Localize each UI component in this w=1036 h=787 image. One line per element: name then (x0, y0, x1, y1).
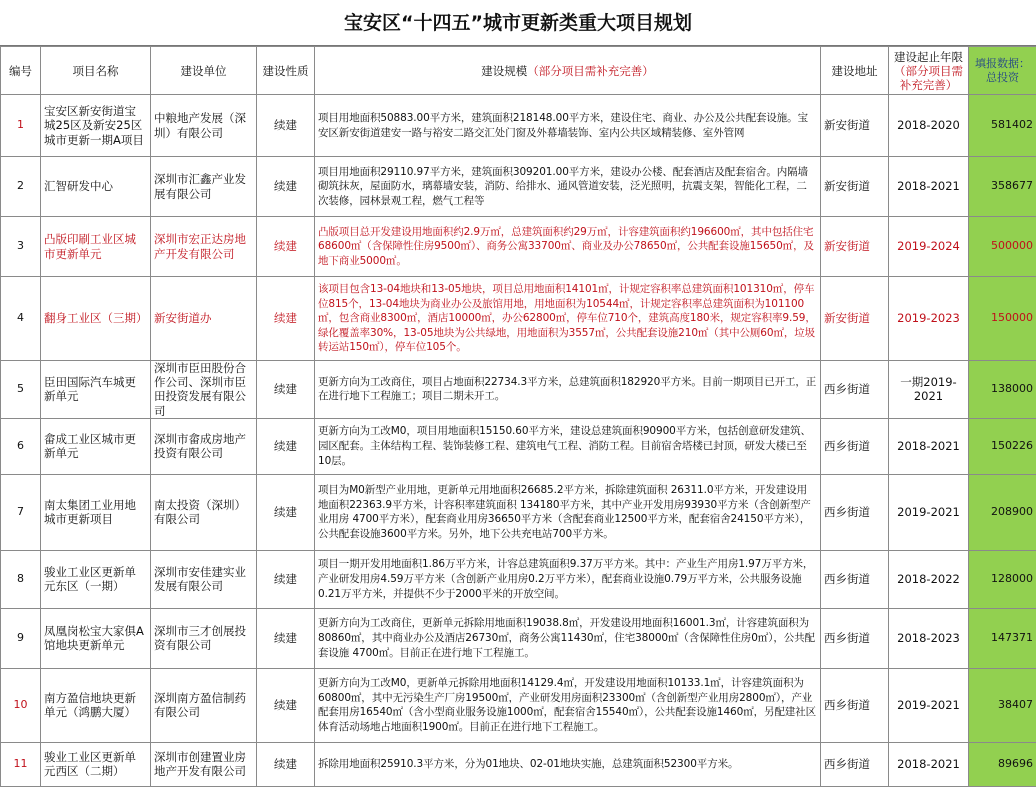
cell-nature[interactable]: 续建 (257, 474, 315, 550)
cell-investment[interactable]: 89696 (969, 742, 1036, 786)
cell-nature[interactable]: 续建 (257, 418, 315, 474)
cell-name[interactable]: 汇智研发中心 (41, 157, 151, 217)
cell-no[interactable]: 10 (1, 668, 41, 742)
cell-years[interactable]: 2018-2021 (889, 157, 969, 217)
cell-address[interactable]: 西乡街道 (821, 668, 889, 742)
cell-investment[interactable]: 150226 (969, 418, 1036, 474)
cell-unit[interactable]: 中粮地产发展（深圳）有限公司 (151, 95, 257, 157)
cell-nature[interactable]: 续建 (257, 742, 315, 786)
cell-name[interactable]: 骏业工业区更新单元东区（一期） (41, 550, 151, 608)
cell-address[interactable]: 西乡街道 (821, 474, 889, 550)
cell-name[interactable]: 宝安区新安街道宝城25区及新安25区城市更新一期A项目 (41, 95, 151, 157)
table-row (1, 742, 1036, 786)
cell-scale[interactable]: 拆除用地面积25910.3平方米，分为01地块、02-01地块实施，总建筑面积52300平方米。 (315, 742, 821, 786)
cell-nature[interactable]: 续建 (257, 668, 315, 742)
cell-nature[interactable]: 续建 (257, 550, 315, 608)
cell-unit[interactable]: 深圳南方盈信制药有限公司 (151, 668, 257, 742)
header-addr[interactable]: 建设地址 (821, 47, 889, 95)
cell-nature[interactable]: 续建 (257, 277, 315, 361)
cell-scale[interactable]: 更新方向为工改M0，更新单元拆除用地面积14129.4㎡，开发建设用地面积10133.1㎡，计容建筑面积为60800㎡，其中无污染生产厂房19500㎡，产业研发用房面积23300㎡（含创新型产业用房2800㎡），产业配套用房16540㎡（含小型商业服务设施1000㎡，配套宿舍15540㎡），公共配套设施1460㎡，另配建社区体育活动场地占地面积1900㎡。目前正在进行地下工程施工。 (315, 668, 821, 742)
cell-investment[interactable]: 500000 (969, 217, 1036, 277)
sheet-title: 宝安区“十四五”城市更新类重大项目规划 (0, 0, 1036, 46)
table-row (1, 95, 1036, 157)
cell-name[interactable]: 南太集团工业用地城市更新项目 (41, 474, 151, 550)
cell-years[interactable]: 2019-2024 (889, 217, 969, 277)
cell-scale[interactable]: 项目一期开发用地面积1.86万平方米，计容总建筑面积9.37万平方米。其中：产业生产用房1.97万平方米，产业研发用房4.59万平方米（含创新产业用房0.2万平方米），配套商业设施0.79万平方米，公共服务设施0.21万平方米，并提供不少于2000平米的开放空间。 (315, 550, 821, 608)
cell-no[interactable]: 8 (1, 550, 41, 608)
cell-investment[interactable]: 358677 (969, 157, 1036, 217)
cell-name[interactable]: 臣田国际汽车城更新单元 (41, 361, 151, 419)
cell-nature[interactable]: 续建 (257, 157, 315, 217)
cell-years[interactable]: 2018-2020 (889, 95, 969, 157)
cell-no[interactable]: 7 (1, 474, 41, 550)
cell-no[interactable]: 9 (1, 608, 41, 668)
cell-years[interactable]: 一期2019-2021 (889, 361, 969, 419)
cell-investment[interactable]: 150000 (969, 277, 1036, 361)
cell-unit[interactable]: 深圳市三才创展投资有限公司 (151, 608, 257, 668)
cell-unit[interactable]: 深圳市臣田股份合作公司、深圳市臣田投资发展有限公司 (151, 361, 257, 419)
cell-no[interactable]: 11 (1, 742, 41, 786)
cell-address[interactable]: 新安街道 (821, 95, 889, 157)
cell-years[interactable]: 2019-2023 (889, 277, 969, 361)
cell-no[interactable]: 5 (1, 361, 41, 419)
cell-scale[interactable]: 更新方向为工改M0，项目用地面积15150.60平方米，建设总建筑面积90900平方米，包括创意研发建筑、园区配套。主体结构工程、装饰装修工程、建筑电气工程、消防工程。目前宿舍塔楼已封顶，研发大楼已至10层。 (315, 418, 821, 474)
table-row (1, 550, 1036, 608)
cell-years[interactable]: 2018-2023 (889, 608, 969, 668)
cell-no[interactable]: 1 (1, 95, 41, 157)
cell-unit[interactable]: 深圳市畲成房地产投资有限公司 (151, 418, 257, 474)
cell-years[interactable]: 2018-2021 (889, 418, 969, 474)
header-unit[interactable]: 建设单位 (151, 47, 257, 95)
cell-years[interactable]: 2018-2022 (889, 550, 969, 608)
cell-investment[interactable]: 128000 (969, 550, 1036, 608)
cell-years[interactable]: 2019-2021 (889, 474, 969, 550)
cell-investment[interactable]: 581402 (969, 95, 1036, 157)
cell-scale[interactable]: 项目为M0新型产业用地，更新单元用地面积26685.2平方米，拆除建筑面积 26311.0平方米，开发建设用地面积22363.9平方米，计容积率建筑面积 134180平方米，其中产业开发用房93930平方米（含创新型产业用房 4700平方米），配套商业用房36650平方米（含配套商业12500平方米，配套宿舍24150平方米），公共配套设施3600平方米。另外，地下公共充电站700平方米。 (315, 474, 821, 550)
cell-name[interactable]: 翻身工业区（三期） (41, 277, 151, 361)
cell-nature[interactable]: 续建 (257, 361, 315, 419)
cell-nature[interactable]: 续建 (257, 608, 315, 668)
header-investment[interactable]: 填报数据：总投资 (969, 47, 1036, 95)
cell-name[interactable]: 南方盈信地块更新单元（鸿鹏大厦） (41, 668, 151, 742)
table-row (1, 361, 1036, 419)
header-years-note: （部分项目需补充完善） (894, 64, 963, 92)
cell-address[interactable]: 新安街道 (821, 277, 889, 361)
cell-investment[interactable]: 138000 (969, 361, 1036, 419)
cell-nature[interactable]: 续建 (257, 95, 315, 157)
cell-years[interactable]: 2019-2021 (889, 668, 969, 742)
cell-name[interactable]: 骏业工业区更新单元西区（二期） (41, 742, 151, 786)
cell-scale[interactable]: 更新方向为工改商住，项目占地面积22734.3平方米，总建筑面积182920平方米。目前一期项目已开工，正在进行地下工程施工；项目二期未开工。 (315, 361, 821, 419)
cell-address[interactable]: 西乡街道 (821, 361, 889, 419)
cell-scale[interactable]: 该项目包含13-04地块和13-05地块，项目总用地面积14101㎡，计规定容积率总建筑面积101310㎡，停车位815个，13-04地块为商业办公及旅馆用地，用地面积为10544㎡，计规定容积率总建筑面积为101100㎡，包含商业8300㎡，酒店10000㎡，办公62800㎡，停车位710个，建筑高度180米，规定容积率9.59，绿化覆盖率30%，13-05地块为公共绿地，用地面积为3557㎡，公共配套设施210㎡（其中公厕60㎡，垃圾转运站150㎡），停车位105个。 (315, 277, 821, 361)
header-scale-note: （部分项目需补充完善） (527, 64, 654, 78)
cell-name[interactable]: 凤凰岗松宝大家俱A馆地块更新单元 (41, 608, 151, 668)
header-no[interactable]: 编号 (1, 47, 41, 95)
cell-unit[interactable]: 新安街道办 (151, 277, 257, 361)
cell-unit[interactable]: 深圳市安佳建实业发展有限公司 (151, 550, 257, 608)
cell-name[interactable]: 畲成工业区城市更新单元 (41, 418, 151, 474)
cell-scale[interactable]: 更新方向为工改商住，更新单元拆除用地面积19038.8㎡，开发建设用地面积16001.3㎡，计容建筑面积为80860㎡，其中商业办公及酒店26730㎡，商务公寓11430㎡，住宅38000㎡（含保障性住房0㎡），公共配套设施 4700㎡。目前正在进行地下工程施工。 (315, 608, 821, 668)
table-row (1, 277, 1036, 361)
cell-investment[interactable]: 147371 (969, 608, 1036, 668)
header-nature[interactable]: 建设性质 (257, 47, 315, 95)
cell-address[interactable]: 西乡街道 (821, 742, 889, 786)
cell-nature[interactable]: 续建 (257, 217, 315, 277)
cell-address[interactable]: 西乡街道 (821, 418, 889, 474)
header-scale[interactable] (315, 47, 821, 95)
header-years[interactable] (889, 47, 969, 95)
cell-unit[interactable]: 南太投资（深圳）有限公司 (151, 474, 257, 550)
header-row (1, 47, 1036, 95)
header-name[interactable]: 项目名称 (41, 47, 151, 95)
cell-no[interactable]: 2 (1, 157, 41, 217)
cell-no[interactable]: 4 (1, 277, 41, 361)
table-row (1, 157, 1036, 217)
cell-no[interactable]: 3 (1, 217, 41, 277)
cell-years[interactable]: 2018-2021 (889, 742, 969, 786)
cell-address[interactable]: 西乡街道 (821, 608, 889, 668)
cell-name[interactable]: 凸版印刷工业区城市更新单元 (41, 217, 151, 277)
cell-address[interactable]: 新安街道 (821, 217, 889, 277)
cell-investment[interactable]: 38407 (969, 668, 1036, 742)
header-years-label: 建设起止年限 (894, 50, 963, 64)
table-row (1, 668, 1036, 742)
cell-scale[interactable]: 项目用地面积29110.97平方米，建筑面积309201.00平方米，建设办公楼、配套酒店及配套宿舍。内隔墙砌筑抹灰，屋面防水，璃幕墙安装，消防、给排水、通风管道安装，泛光照明，抗震支架，智能化工程，二次装修，园林景观工程，燃气工程等 (315, 157, 821, 217)
table-body (1, 95, 1036, 787)
cell-no[interactable]: 6 (1, 418, 41, 474)
cell-address[interactable]: 西乡街道 (821, 550, 889, 608)
project-table (0, 46, 1036, 787)
cell-investment[interactable]: 208900 (969, 474, 1036, 550)
cell-scale[interactable]: 凸版项目总开发建设用地面积约2.9万㎡，总建筑面积约29万㎡，计容建筑面积约196600㎡，其中包括住宅68600㎡（含保障性住房9500㎡）、商务公寓33700㎡、商业及办公78650㎡，公共配套设施15650㎡，及地下商业5000㎡。 (315, 217, 821, 277)
cell-unit[interactable]: 深圳市创建置业房地产开发有限公司 (151, 742, 257, 786)
cell-address[interactable]: 新安街道 (821, 157, 889, 217)
table-row (1, 217, 1036, 277)
table-row (1, 474, 1036, 550)
cell-unit[interactable]: 深圳市宏正达房地产开发有限公司 (151, 217, 257, 277)
table-row (1, 608, 1036, 668)
table-row (1, 418, 1036, 474)
header-scale-label: 建设规模 (481, 64, 527, 78)
cell-scale[interactable]: 项目用地面积50883.00平方米，建筑面积218148.00平方米，建设住宅、商业、办公及公共配套设施。宝安区新安街道建安一路与裕安二路交汇处门窗及外幕墙装饰、室内公共区域精装修、室外管网 (315, 95, 821, 157)
cell-unit[interactable]: 深圳市汇鑫产业发展有限公司 (151, 157, 257, 217)
